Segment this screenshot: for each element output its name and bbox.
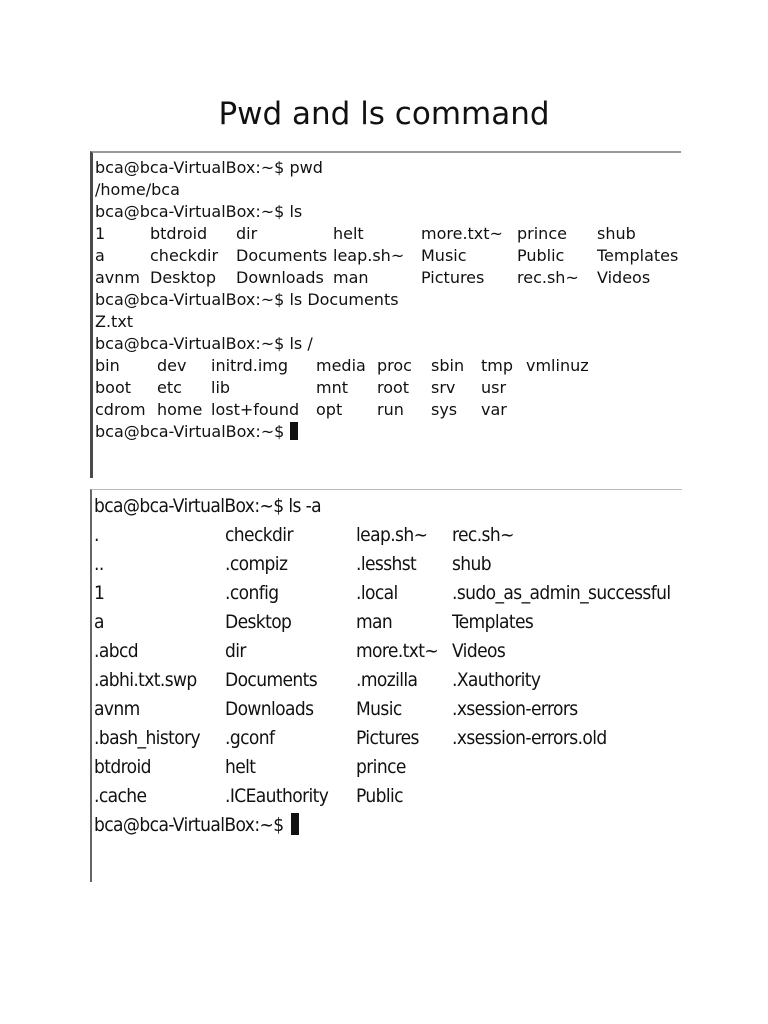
- prompt-line: [95, 289, 399, 311]
- file-entry: tmp: [481, 356, 514, 375]
- file-entry: .mozilla: [356, 669, 418, 691]
- terminal-screenshot-pwd-ls: [90, 151, 681, 478]
- file-entry: root: [377, 378, 410, 397]
- file-entry: Downloads: [236, 268, 324, 287]
- file-entry: etc: [157, 378, 182, 397]
- file-entry: Videos: [597, 268, 651, 287]
- file-entry: a: [94, 611, 104, 633]
- shell-prompt: bca@bca-VirtualBox:~$: [94, 814, 284, 836]
- terminal-cursor[interactable]: [291, 813, 299, 835]
- file-entry: sbin: [431, 356, 465, 375]
- file-entry: Templates: [452, 611, 534, 633]
- shell-command: ls: [289, 202, 303, 221]
- file-entry: .compiz: [225, 553, 288, 575]
- file-entry: lost+found: [211, 400, 300, 419]
- output-line: /home/bca: [95, 180, 180, 199]
- file-entry: leap.sh~: [356, 524, 428, 546]
- shell-prompt: bca@bca-VirtualBox:~$: [95, 334, 285, 353]
- shell-command: ls Documents: [289, 290, 399, 309]
- file-entry: .xsession-errors: [452, 698, 578, 720]
- file-entry: rec.sh~: [452, 524, 514, 546]
- file-entry: ..: [94, 553, 104, 575]
- file-entry: .bash_history: [94, 727, 201, 749]
- file-entry: media: [316, 356, 366, 375]
- file-entry: .ICEauthority: [225, 785, 329, 807]
- file-entry: prince: [517, 224, 567, 243]
- file-entry: Videos: [452, 640, 506, 662]
- file-entry: Pictures: [421, 268, 485, 287]
- file-entry: .config: [225, 582, 279, 604]
- file-entry: btdroid: [94, 756, 151, 778]
- file-entry: Documents: [225, 669, 318, 691]
- file-entry: run: [377, 400, 404, 419]
- file-entry: btdroid: [150, 224, 208, 243]
- file-entry: Desktop: [225, 611, 292, 633]
- file-entry: .gconf: [225, 727, 275, 749]
- file-entry: sys: [431, 400, 458, 419]
- file-entry: prince: [356, 756, 406, 778]
- file-entry: initrd.img: [211, 356, 289, 375]
- terminal-cursor[interactable]: [290, 422, 298, 440]
- file-entry: .sudo_as_admin_successful: [452, 582, 671, 604]
- file-entry: .lesshst: [356, 553, 417, 575]
- file-entry: .Xauthority: [452, 669, 541, 691]
- file-entry: .abhi.txt.swp: [94, 669, 197, 691]
- file-entry: srv: [431, 378, 456, 397]
- file-entry: avnm: [94, 698, 140, 720]
- terminal-screenshot-ls-a: [90, 489, 682, 882]
- file-entry: more.txt~: [421, 224, 503, 243]
- shell-prompt: bca@bca-VirtualBox:~$: [95, 158, 285, 177]
- file-entry: 1: [94, 582, 105, 604]
- prompt-line: [94, 492, 321, 521]
- file-entry: man: [333, 268, 369, 287]
- file-entry: .xsession-errors.old: [452, 727, 607, 749]
- file-entry: home: [157, 400, 203, 419]
- file-entry: checkdir: [225, 524, 293, 546]
- file-entry: 1: [95, 224, 106, 243]
- file-entry: cdrom: [95, 400, 146, 419]
- shell-prompt: bca@bca-VirtualBox:~$: [94, 495, 284, 517]
- file-entry: opt: [316, 400, 343, 419]
- file-entry: Pictures: [356, 727, 419, 749]
- file-entry: vmlinuz: [526, 356, 589, 375]
- prompt-line: [95, 157, 323, 179]
- file-entry: Documents: [236, 246, 328, 265]
- shell-prompt: bca@bca-VirtualBox:~$: [95, 202, 285, 221]
- file-entry: helt: [333, 224, 364, 243]
- file-entry: more.txt~: [356, 640, 439, 662]
- file-entry: Desktop: [150, 268, 216, 287]
- file-entry: Music: [421, 246, 467, 265]
- shell-command: ls /: [289, 334, 313, 353]
- file-entry: a: [95, 246, 105, 265]
- shell-command: ls -a: [288, 495, 322, 517]
- file-entry: bin: [95, 356, 120, 375]
- file-entry: boot: [95, 378, 132, 397]
- file-entry: helt: [225, 756, 256, 778]
- file-entry: Downloads: [225, 698, 314, 720]
- file-entry: avnm: [95, 268, 140, 287]
- shell-command: pwd: [289, 158, 323, 177]
- file-entry: man: [356, 611, 393, 633]
- file-entry: .: [94, 524, 99, 546]
- file-entry: Public: [356, 785, 403, 807]
- file-entry: Templates: [597, 246, 679, 265]
- prompt-line: [95, 421, 298, 443]
- slide-title: Pwd and ls command: [218, 96, 550, 132]
- file-entry: Music: [356, 698, 402, 720]
- file-entry: shub: [597, 224, 636, 243]
- file-entry: mnt: [316, 378, 348, 397]
- shell-prompt: bca@bca-VirtualBox:~$: [95, 290, 285, 309]
- prompt-line: [94, 811, 299, 840]
- file-entry: usr: [481, 378, 507, 397]
- prompt-line: [95, 201, 302, 223]
- file-entry: rec.sh~: [517, 268, 579, 287]
- file-entry: var: [481, 400, 507, 419]
- file-entry: checkdir: [150, 246, 219, 265]
- file-entry: proc: [377, 356, 412, 375]
- file-entry: leap.sh~: [333, 246, 405, 265]
- prompt-line: [95, 333, 313, 355]
- shell-prompt: bca@bca-VirtualBox:~$: [95, 422, 285, 441]
- file-entry: shub: [452, 553, 492, 575]
- file-entry: Public: [517, 246, 565, 265]
- output-line: Z.txt: [95, 312, 134, 331]
- file-entry: .cache: [94, 785, 147, 807]
- file-entry: dir: [225, 640, 246, 662]
- file-entry: .local: [356, 582, 398, 604]
- file-entry: lib: [211, 378, 231, 397]
- file-entry: dev: [157, 356, 187, 375]
- file-entry: dir: [236, 224, 258, 243]
- file-entry: .abcd: [94, 640, 139, 662]
